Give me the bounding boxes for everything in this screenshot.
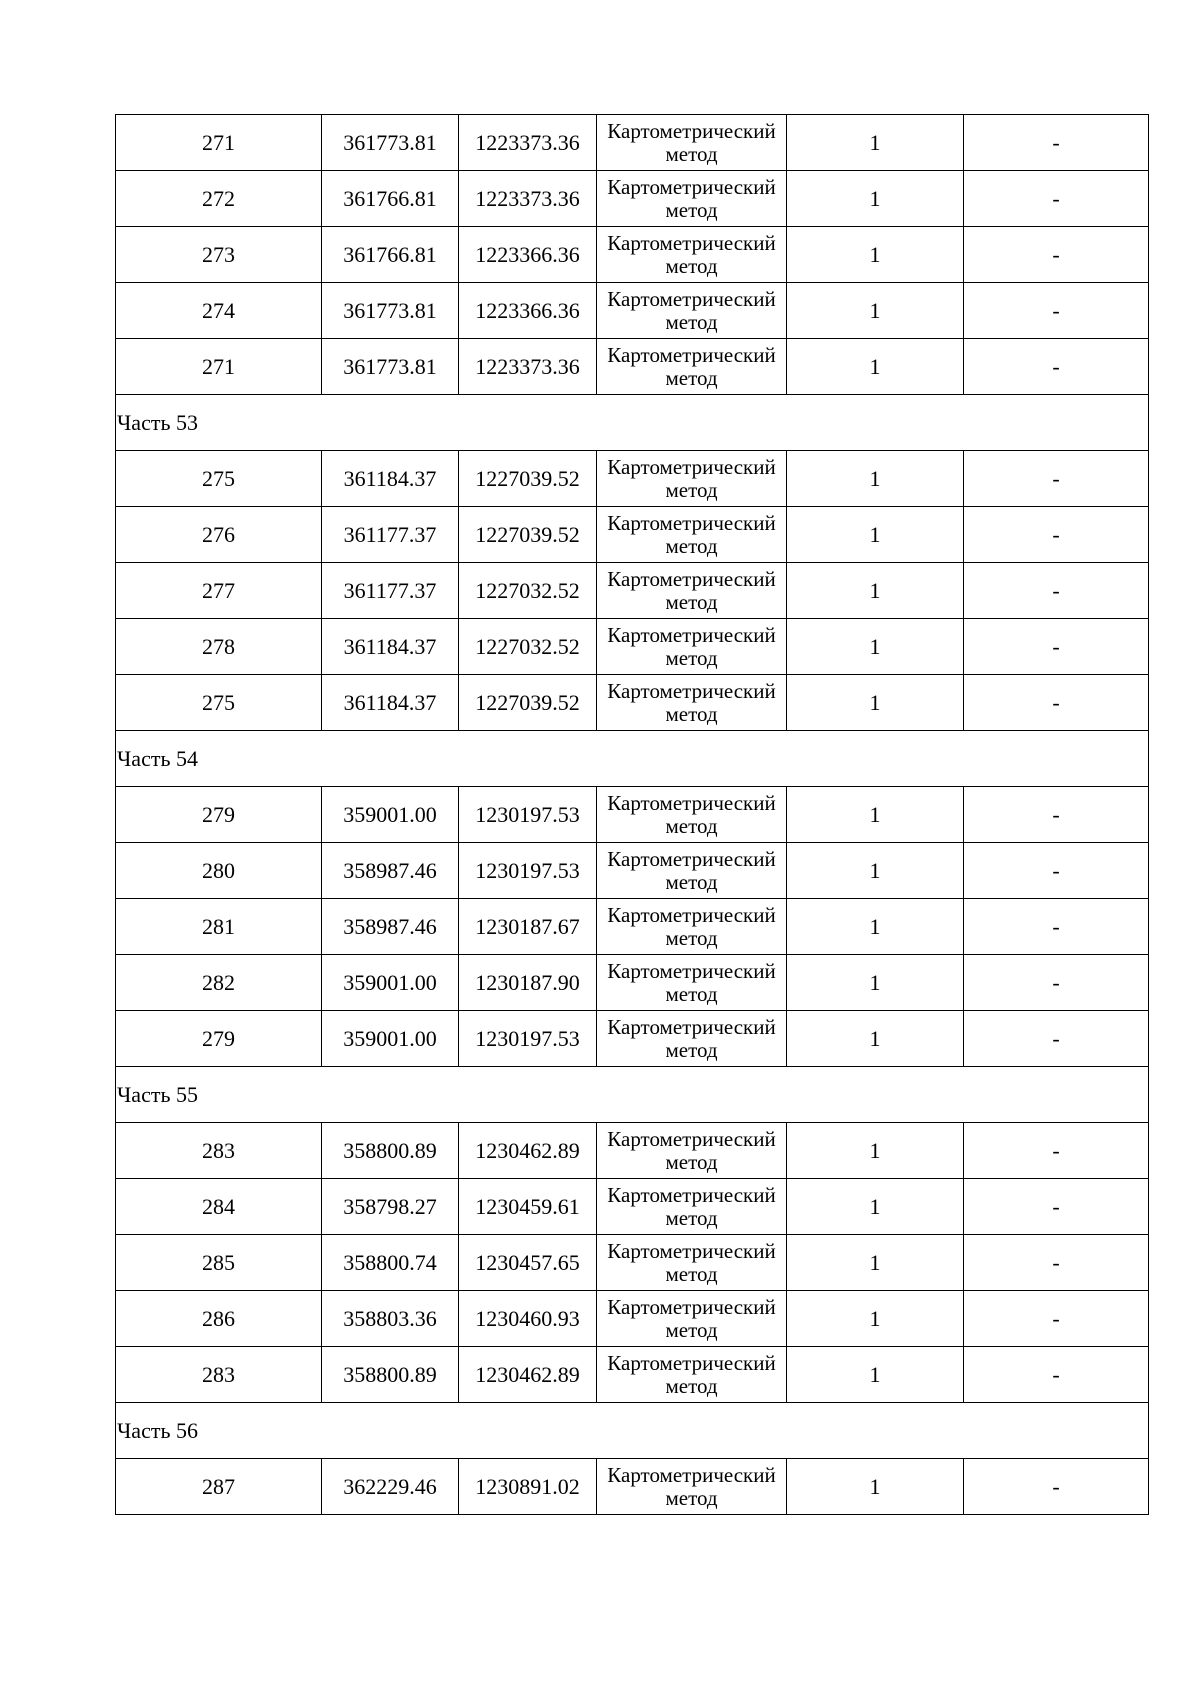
section-row: [116, 731, 1149, 787]
point-number-cell: 278: [116, 619, 322, 675]
x-coordinate-cell: 361773.81: [322, 115, 459, 171]
table-row: [116, 619, 1149, 675]
note-cell: -: [964, 1291, 1149, 1347]
section-row: [116, 1067, 1149, 1123]
table-row: [116, 1123, 1149, 1179]
table-row: [116, 115, 1149, 171]
y-coordinate-cell: 1230457.65: [459, 1235, 597, 1291]
note-cell: -: [964, 619, 1149, 675]
method-cell: Картометрический метод: [597, 675, 787, 731]
section-label: Часть 54: [116, 731, 1149, 787]
point-number-cell: 282: [116, 955, 322, 1011]
point-number-cell: 277: [116, 563, 322, 619]
point-number-cell: 274: [116, 283, 322, 339]
point-number-cell: 275: [116, 451, 322, 507]
note-cell: -: [964, 115, 1149, 171]
method-cell: Картометрический метод: [597, 787, 787, 843]
y-coordinate-cell: 1230459.61: [459, 1179, 597, 1235]
accuracy-cell: 1: [787, 171, 964, 227]
y-coordinate-cell: 1230187.67: [459, 899, 597, 955]
y-coordinate-cell: 1230197.53: [459, 787, 597, 843]
table-row: [116, 171, 1149, 227]
x-coordinate-cell: 361184.37: [322, 451, 459, 507]
method-cell: Картометрический метод: [597, 1291, 787, 1347]
y-coordinate-cell: 1230462.89: [459, 1347, 597, 1403]
x-coordinate-cell: 358803.36: [322, 1291, 459, 1347]
accuracy-cell: 1: [787, 1235, 964, 1291]
point-number-cell: 271: [116, 115, 322, 171]
y-coordinate-cell: 1223373.36: [459, 171, 597, 227]
accuracy-cell: 1: [787, 563, 964, 619]
point-number-cell: 281: [116, 899, 322, 955]
method-cell: Картометрический метод: [597, 1179, 787, 1235]
method-cell: Картометрический метод: [597, 283, 787, 339]
section-label: Часть 55: [116, 1067, 1149, 1123]
x-coordinate-cell: 361773.81: [322, 283, 459, 339]
note-cell: -: [964, 1123, 1149, 1179]
accuracy-cell: 1: [787, 1179, 964, 1235]
x-coordinate-cell: 358800.89: [322, 1123, 459, 1179]
point-number-cell: 286: [116, 1291, 322, 1347]
point-number-cell: 271: [116, 339, 322, 395]
y-coordinate-cell: 1223373.36: [459, 339, 597, 395]
y-coordinate-cell: 1230460.93: [459, 1291, 597, 1347]
note-cell: -: [964, 563, 1149, 619]
note-cell: -: [964, 283, 1149, 339]
x-coordinate-cell: 358798.27: [322, 1179, 459, 1235]
accuracy-cell: 1: [787, 843, 964, 899]
point-number-cell: 280: [116, 843, 322, 899]
y-coordinate-cell: 1223366.36: [459, 227, 597, 283]
x-coordinate-cell: 361184.37: [322, 619, 459, 675]
accuracy-cell: 1: [787, 1291, 964, 1347]
table-row: [116, 1347, 1149, 1403]
note-cell: -: [964, 675, 1149, 731]
table-row: [116, 1235, 1149, 1291]
table-row: [116, 1179, 1149, 1235]
section-row: [116, 1403, 1149, 1459]
y-coordinate-cell: 1227039.52: [459, 675, 597, 731]
method-cell: Картометрический метод: [597, 507, 787, 563]
y-coordinate-cell: 1227039.52: [459, 451, 597, 507]
y-coordinate-cell: 1223373.36: [459, 115, 597, 171]
note-cell: -: [964, 227, 1149, 283]
table-row: [116, 1459, 1149, 1515]
point-number-cell: 276: [116, 507, 322, 563]
section-label: Часть 53: [116, 395, 1149, 451]
point-number-cell: 287: [116, 1459, 322, 1515]
x-coordinate-cell: 359001.00: [322, 1011, 459, 1067]
method-cell: Картометрический метод: [597, 1235, 787, 1291]
x-coordinate-cell: 361766.81: [322, 227, 459, 283]
table-row: [116, 227, 1149, 283]
point-number-cell: 275: [116, 675, 322, 731]
y-coordinate-cell: 1230187.90: [459, 955, 597, 1011]
table-row: [116, 563, 1149, 619]
accuracy-cell: 1: [787, 955, 964, 1011]
note-cell: -: [964, 451, 1149, 507]
point-number-cell: 273: [116, 227, 322, 283]
accuracy-cell: 1: [787, 507, 964, 563]
method-cell: Картометрический метод: [597, 619, 787, 675]
accuracy-cell: 1: [787, 1123, 964, 1179]
point-number-cell: 283: [116, 1347, 322, 1403]
note-cell: -: [964, 1235, 1149, 1291]
note-cell: -: [964, 1347, 1149, 1403]
table-row: [116, 283, 1149, 339]
x-coordinate-cell: 361773.81: [322, 339, 459, 395]
x-coordinate-cell: 358987.46: [322, 899, 459, 955]
note-cell: -: [964, 1179, 1149, 1235]
x-coordinate-cell: 361177.37: [322, 507, 459, 563]
y-coordinate-cell: 1227032.52: [459, 619, 597, 675]
note-cell: -: [964, 899, 1149, 955]
table-row: [116, 899, 1149, 955]
note-cell: -: [964, 787, 1149, 843]
method-cell: Картометрический метод: [597, 115, 787, 171]
accuracy-cell: 1: [787, 115, 964, 171]
accuracy-cell: 1: [787, 1347, 964, 1403]
x-coordinate-cell: 362229.46: [322, 1459, 459, 1515]
accuracy-cell: 1: [787, 451, 964, 507]
y-coordinate-cell: 1230197.53: [459, 1011, 597, 1067]
table-row: [116, 1291, 1149, 1347]
point-number-cell: 283: [116, 1123, 322, 1179]
method-cell: Картометрический метод: [597, 227, 787, 283]
method-cell: Картометрический метод: [597, 1459, 787, 1515]
y-coordinate-cell: 1230462.89: [459, 1123, 597, 1179]
method-cell: Картометрический метод: [597, 563, 787, 619]
x-coordinate-cell: 358987.46: [322, 843, 459, 899]
table-row: [116, 1011, 1149, 1067]
x-coordinate-cell: 358800.74: [322, 1235, 459, 1291]
note-cell: -: [964, 171, 1149, 227]
accuracy-cell: 1: [787, 1011, 964, 1067]
note-cell: -: [964, 1459, 1149, 1515]
y-coordinate-cell: 1230197.53: [459, 843, 597, 899]
section-row: [116, 395, 1149, 451]
table-row: [116, 843, 1149, 899]
y-coordinate-cell: 1230891.02: [459, 1459, 597, 1515]
note-cell: -: [964, 843, 1149, 899]
table-row: [116, 955, 1149, 1011]
x-coordinate-cell: 359001.00: [322, 787, 459, 843]
table-row: [116, 339, 1149, 395]
section-label: Часть 56: [116, 1403, 1149, 1459]
table-row: [116, 507, 1149, 563]
point-number-cell: 279: [116, 1011, 322, 1067]
y-coordinate-cell: 1227032.52: [459, 563, 597, 619]
accuracy-cell: 1: [787, 1459, 964, 1515]
x-coordinate-cell: 359001.00: [322, 955, 459, 1011]
table-row: [116, 675, 1149, 731]
note-cell: -: [964, 339, 1149, 395]
point-number-cell: 279: [116, 787, 322, 843]
accuracy-cell: 1: [787, 283, 964, 339]
x-coordinate-cell: 358800.89: [322, 1347, 459, 1403]
point-number-cell: 285: [116, 1235, 322, 1291]
y-coordinate-cell: 1227039.52: [459, 507, 597, 563]
accuracy-cell: 1: [787, 899, 964, 955]
accuracy-cell: 1: [787, 787, 964, 843]
point-number-cell: 272: [116, 171, 322, 227]
method-cell: Картометрический метод: [597, 1347, 787, 1403]
accuracy-cell: 1: [787, 339, 964, 395]
method-cell: Картометрический метод: [597, 843, 787, 899]
point-number-cell: 284: [116, 1179, 322, 1235]
method-cell: Картометрический метод: [597, 955, 787, 1011]
table-row: [116, 787, 1149, 843]
method-cell: Картометрический метод: [597, 451, 787, 507]
accuracy-cell: 1: [787, 227, 964, 283]
method-cell: Картометрический метод: [597, 1011, 787, 1067]
y-coordinate-cell: 1223366.36: [459, 283, 597, 339]
accuracy-cell: 1: [787, 619, 964, 675]
table-row: [116, 451, 1149, 507]
x-coordinate-cell: 361177.37: [322, 563, 459, 619]
note-cell: -: [964, 955, 1149, 1011]
x-coordinate-cell: 361766.81: [322, 171, 459, 227]
note-cell: -: [964, 507, 1149, 563]
coordinates-table: [115, 114, 1149, 1515]
note-cell: -: [964, 1011, 1149, 1067]
x-coordinate-cell: 361184.37: [322, 675, 459, 731]
method-cell: Картометрический метод: [597, 171, 787, 227]
method-cell: Картометрический метод: [597, 1123, 787, 1179]
accuracy-cell: 1: [787, 675, 964, 731]
method-cell: Картометрический метод: [597, 899, 787, 955]
method-cell: Картометрический метод: [597, 339, 787, 395]
coordinates-table-body: [116, 115, 1149, 1515]
